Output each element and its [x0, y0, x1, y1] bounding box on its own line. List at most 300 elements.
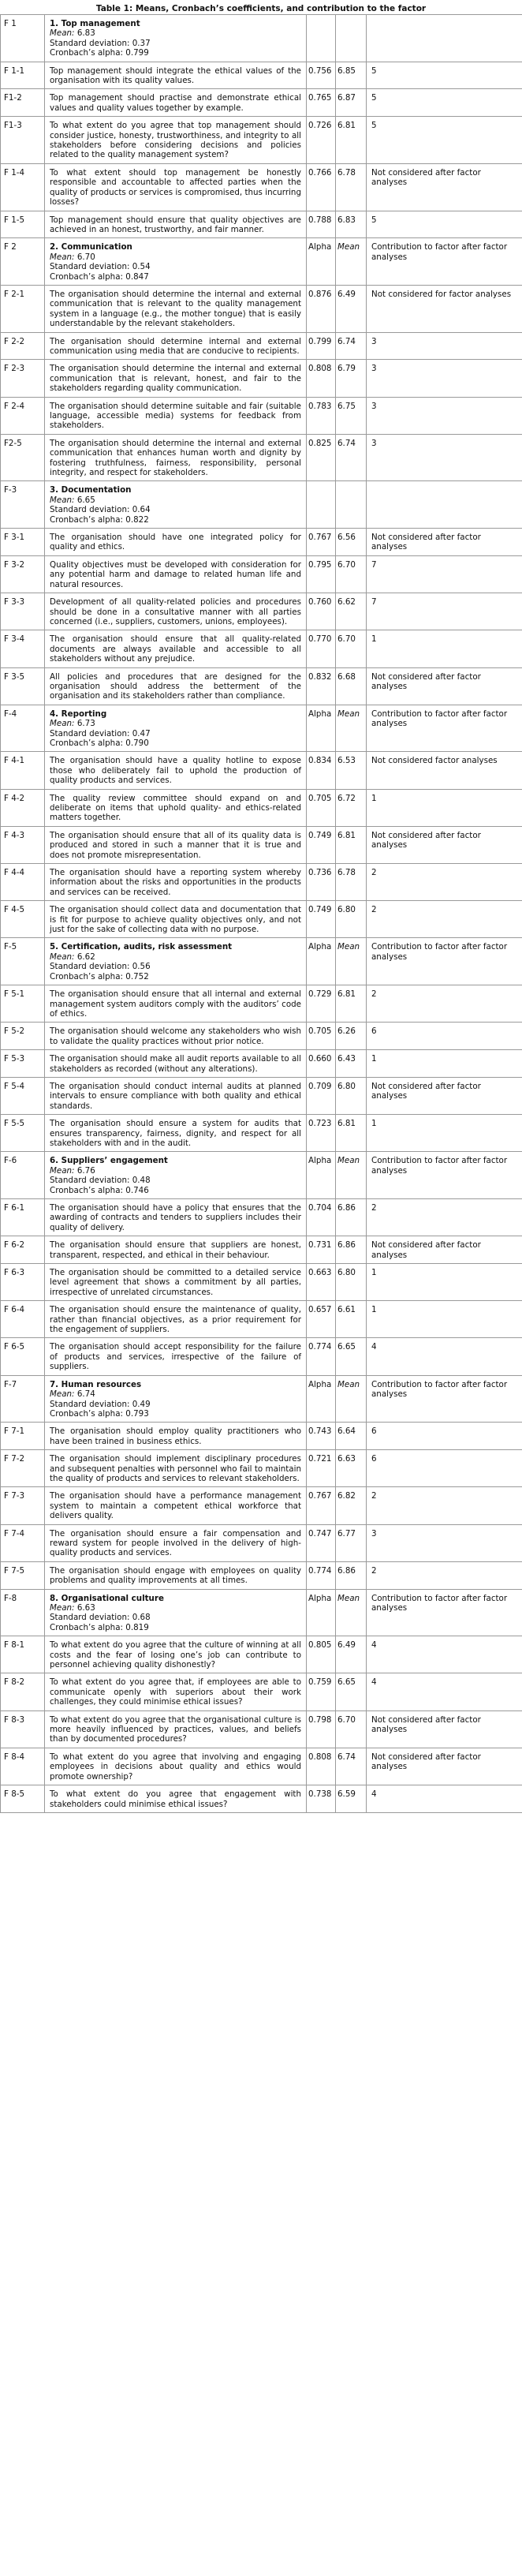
- item-alpha: 0.767: [307, 529, 336, 556]
- item-alpha: 0.774: [307, 1338, 336, 1375]
- item-code: F 6-3: [1, 1264, 45, 1301]
- table-row: [1, 1673, 522, 1710]
- item-statement: The organisation should have one integrated policy for quality and ethics.: [45, 529, 307, 556]
- item-mean: 6.59: [336, 1785, 367, 1813]
- item-alpha: 0.738: [307, 1785, 336, 1813]
- table-row: [1, 1301, 522, 1338]
- table-row: [1, 360, 522, 397]
- item-statement: The organisation should collect data and documentation that is fit for purpose to achieve quality objectives only, and not just for the sake of collecting data with no purpose.: [45, 901, 307, 938]
- contribution-column-header: Contribution to factor after factor analyses: [367, 705, 522, 752]
- table-row: [1, 1423, 522, 1450]
- table-row: [1, 1748, 522, 1785]
- item-code: F 6-5: [1, 1338, 45, 1375]
- item-code: F 5-4: [1, 1077, 45, 1114]
- section-summary: [45, 1375, 307, 1423]
- table-row: [1, 826, 522, 863]
- item-alpha: 0.783: [307, 397, 336, 434]
- mean-column-header: Mean: [336, 705, 367, 752]
- table-row: [1, 1785, 522, 1813]
- table-row: [1, 1710, 522, 1748]
- table-row: [1, 901, 522, 938]
- item-alpha: 0.876: [307, 285, 336, 332]
- alpha-column-header: Alpha: [307, 938, 336, 985]
- item-contribution: 5: [367, 62, 522, 89]
- table-row: [1, 864, 522, 901]
- item-code: F 7-2: [1, 1450, 45, 1487]
- section-title: 5. Certification, audits, risk assessment: [50, 942, 233, 952]
- section-code: F-8: [1, 1589, 45, 1636]
- item-statement: The organisation should implement disciplinary procedures and subsequent penalties with personnel who fail to maintain the quality of products and services to relevant stakeholders.: [45, 1450, 307, 1487]
- item-alpha: 0.747: [307, 1524, 336, 1561]
- table-row: [1, 1524, 522, 1561]
- table-row: [1, 397, 522, 434]
- item-mean: 6.68: [336, 667, 367, 705]
- item-statement: The organisation should determine internal and external communication using media that are conducive to recipients.: [45, 332, 307, 360]
- item-alpha: 0.704: [307, 1199, 336, 1236]
- item-statement: To what extent do you agree that, if employees are able to communicate openly with superiors about their work challenges, they could minimise ethical issues?: [45, 1673, 307, 1710]
- table-row: [1, 1636, 522, 1673]
- section-mean: 6.70: [76, 252, 95, 262]
- table-row: [1, 789, 522, 826]
- item-statement: Top management should ensure that quality objectives are achieved in an honest, trustworthy, and fair manner.: [45, 211, 307, 238]
- table-row: [1, 1338, 522, 1375]
- contribution-column-header: Contribution to factor after factor analyses: [367, 1589, 522, 1636]
- item-mean: 6.85: [336, 62, 367, 89]
- item-contribution: Not considered after factor analyses: [367, 1077, 522, 1114]
- section-mean: 6.74: [76, 1389, 95, 1400]
- item-contribution: 1: [367, 1301, 522, 1338]
- contribution-column-header: Contribution to factor after factor analyses: [367, 1375, 522, 1423]
- mean-label: Mean:: [50, 719, 75, 729]
- item-statement: The organisation should ensure the maintenance of quality, rather than financial objectives, as a prior requirement for the engagement of suppliers.: [45, 1301, 307, 1338]
- cronbach-label: Cronbach’s alpha:: [50, 1185, 123, 1195]
- section-summary: [45, 15, 307, 62]
- item-mean: 6.49: [336, 285, 367, 332]
- item-mean: 6.63: [336, 1450, 367, 1487]
- section-header-row: [1, 1375, 522, 1423]
- section-code: F-5: [1, 938, 45, 985]
- mean-label: Mean:: [50, 952, 75, 962]
- item-code: F 5-2: [1, 1023, 45, 1050]
- cronbach-label: Cronbach’s alpha:: [50, 271, 123, 282]
- table-row: [1, 667, 522, 705]
- table-row: [1, 1199, 522, 1236]
- item-contribution: 5: [367, 117, 522, 164]
- alpha-column-header: Alpha: [307, 238, 336, 286]
- item-code: F 6-2: [1, 1236, 45, 1264]
- item-statement: The organisation should engage with employees on quality problems and quality improvements at all times.: [45, 1561, 307, 1589]
- item-mean: 6.78: [336, 864, 367, 901]
- item-contribution: 5: [367, 211, 522, 238]
- item-mean: 6.86: [336, 1199, 367, 1236]
- item-code: F 2-3: [1, 360, 45, 397]
- item-code: F 2-4: [1, 397, 45, 434]
- mean-label: Mean:: [50, 252, 75, 262]
- item-mean: 6.87: [336, 89, 367, 117]
- contribution-column-header: Contribution to factor after factor analyses: [367, 938, 522, 985]
- section-code: F-4: [1, 705, 45, 752]
- section-code: F 1: [1, 15, 45, 62]
- section-mean: 6.83: [76, 28, 95, 39]
- item-mean: 6.72: [336, 789, 367, 826]
- section-cronbach-alpha: 0.746: [125, 1185, 149, 1195]
- item-contribution: Not considered after factor analyses: [367, 826, 522, 863]
- mean-column-header: Mean: [336, 1152, 367, 1199]
- item-alpha: 0.832: [307, 667, 336, 705]
- item-statement: The organisation should have a quality hotline to expose those who deliberately fail to uphold the production of quality products and services.: [45, 752, 307, 789]
- table-row: [1, 593, 522, 630]
- item-contribution: 2: [367, 1487, 522, 1524]
- item-code: F 8-2: [1, 1673, 45, 1710]
- item-alpha: 0.808: [307, 1748, 336, 1785]
- item-code: F 4-5: [1, 901, 45, 938]
- item-alpha: 0.799: [307, 332, 336, 360]
- section-cronbach-alpha: 0.793: [125, 1408, 149, 1419]
- item-contribution: Not considered after factor analyses: [367, 1748, 522, 1785]
- item-code: F 1-1: [1, 62, 45, 89]
- item-statement: The quality review committee should expand on and deliberate on items that uphold quality- and ethics-related matters together.: [45, 789, 307, 826]
- item-alpha: 0.731: [307, 1236, 336, 1264]
- item-mean: 6.83: [336, 211, 367, 238]
- table-row: [1, 1115, 522, 1152]
- item-statement: The organisation should employ quality practitioners who have been trained in business ethics.: [45, 1423, 307, 1450]
- table-row: [1, 117, 522, 164]
- table-row: [1, 752, 522, 789]
- item-code: F 4-2: [1, 789, 45, 826]
- item-contribution: 4: [367, 1673, 522, 1710]
- item-mean: 6.56: [336, 529, 367, 556]
- item-mean: 6.78: [336, 163, 367, 211]
- item-contribution: 2: [367, 985, 522, 1023]
- item-statement: Top management should integrate the ethical values of the organisation with its quality values.: [45, 62, 307, 89]
- table-row: [1, 1077, 522, 1114]
- section-summary: [45, 1152, 307, 1199]
- section-header-row: [1, 938, 522, 985]
- item-statement: Quality objectives must be developed with consideration for any potential harm and damage to related human life and natural resources.: [45, 555, 307, 593]
- table-caption: [0, 3, 522, 14]
- item-mean: 6.86: [336, 1236, 367, 1264]
- item-statement: The organisation should determine the internal and external communication that enhances human worth and dignity by fostering truthfulness, fairness, responsibility, personal integrity, and respect for stakeholders.: [45, 434, 307, 481]
- item-alpha: 0.798: [307, 1710, 336, 1748]
- item-code: F1-2: [1, 89, 45, 117]
- section-cronbach-alpha: 0.822: [125, 514, 149, 525]
- item-code: F 8-3: [1, 1710, 45, 1748]
- item-alpha: 0.663: [307, 1264, 336, 1301]
- item-contribution: Not considered after factor analyses: [367, 529, 522, 556]
- item-mean: 6.82: [336, 1487, 367, 1524]
- item-contribution: 2: [367, 864, 522, 901]
- item-contribution: 1: [367, 789, 522, 826]
- section-summary: [45, 938, 307, 985]
- item-statement: To what extent should top management be honestly responsible and accountable to affected parties when the quality of products or services is compromised, thus incurring losses?: [45, 163, 307, 211]
- item-contribution: 5: [367, 89, 522, 117]
- item-alpha: 0.756: [307, 62, 336, 89]
- table-row: [1, 555, 522, 593]
- cronbach-label: Cronbach’s alpha:: [50, 1408, 123, 1419]
- item-contribution: 1: [367, 1115, 522, 1152]
- item-contribution: 1: [367, 1050, 522, 1078]
- section-title: 2. Communication: [50, 242, 132, 252]
- item-alpha: 0.726: [307, 117, 336, 164]
- contribution-column-header: Contribution to factor after factor analyses: [367, 238, 522, 286]
- item-alpha: 0.808: [307, 360, 336, 397]
- mean-column-header: Mean: [336, 938, 367, 985]
- item-alpha: 0.749: [307, 826, 336, 863]
- cronbach-label: Cronbach’s alpha:: [50, 738, 123, 748]
- item-contribution: Not considered after factor analyses: [367, 163, 522, 211]
- item-statement: The organisation should have a performance management system to maintain a competent ethical workforce that delivers quality.: [45, 1487, 307, 1524]
- table-row: [1, 1487, 522, 1524]
- sd-label: Standard deviation:: [50, 1399, 130, 1409]
- section-header-row: [1, 1589, 522, 1636]
- table-row: [1, 1050, 522, 1078]
- item-contribution: 2: [367, 1199, 522, 1236]
- section-sd: 0.54: [132, 262, 151, 272]
- item-code: F 1-4: [1, 163, 45, 211]
- item-statement: The organisation should make all audit reports available to all stakeholders as recorded (without any alterations).: [45, 1050, 307, 1078]
- section-mean: 6.65: [76, 495, 95, 505]
- section-sd: 0.68: [132, 1613, 151, 1623]
- item-contribution: Not considered factor analyses: [367, 752, 522, 789]
- item-contribution: 4: [367, 1636, 522, 1673]
- table-row: [1, 163, 522, 211]
- item-code: F 4-3: [1, 826, 45, 863]
- item-code: F2-5: [1, 434, 45, 481]
- item-contribution: 2: [367, 901, 522, 938]
- item-statement: The organisation should ensure a system for audits that ensures transparency, fairness, dignity, and respect for all stakeholders with and in the audit.: [45, 1115, 307, 1152]
- item-mean: 6.61: [336, 1301, 367, 1338]
- item-statement: The organisation should ensure that suppliers are honest, transparent, respected, and ethical in their behaviour.: [45, 1236, 307, 1264]
- item-alpha: 0.770: [307, 630, 336, 667]
- item-code: F 5-1: [1, 985, 45, 1023]
- item-contribution: 6: [367, 1023, 522, 1050]
- item-code: F 2-2: [1, 332, 45, 360]
- section-title: 8. Organisational culture: [50, 1593, 164, 1603]
- item-statement: To what extent do you agree that top management should consider justice, honesty, trustworthiness, and integrity to all stakeholders before considering decisions and policies related to the quality management system?: [45, 117, 307, 164]
- mean-column-header-empty: [336, 15, 367, 62]
- item-code: F 1-5: [1, 211, 45, 238]
- item-alpha: 0.705: [307, 1023, 336, 1050]
- item-alpha: 0.705: [307, 789, 336, 826]
- item-contribution: Not considered after factor analyses: [367, 1236, 522, 1264]
- item-alpha: 0.774: [307, 1561, 336, 1589]
- alpha-column-header: Alpha: [307, 1589, 336, 1636]
- item-code: F 4-4: [1, 864, 45, 901]
- item-alpha: 0.825: [307, 434, 336, 481]
- sd-label: Standard deviation:: [50, 728, 130, 738]
- section-sd: 0.64: [132, 505, 151, 515]
- alpha-column-header: Alpha: [307, 1375, 336, 1423]
- alpha-column-header-empty: [307, 15, 336, 62]
- item-mean: 6.86: [336, 1561, 367, 1589]
- mean-column-header-empty: [336, 481, 367, 529]
- section-mean: 6.63: [76, 1603, 95, 1613]
- item-alpha: 0.760: [307, 593, 336, 630]
- sd-label: Standard deviation:: [50, 962, 130, 972]
- item-code: F 5-5: [1, 1115, 45, 1152]
- mean-column-header: Mean: [336, 1589, 367, 1636]
- item-alpha: 0.736: [307, 864, 336, 901]
- item-code: F 5-3: [1, 1050, 45, 1078]
- item-statement: The organisation should determine the internal and external communication that is relevant, honest, and fair to the stakeholders regarding quality communication.: [45, 360, 307, 397]
- item-statement: The organisation should ensure that all internal and external management system auditors comply with the auditors’ code of ethics.: [45, 985, 307, 1023]
- mean-column-header: Mean: [336, 1375, 367, 1423]
- item-contribution: 3: [367, 434, 522, 481]
- section-cronbach-alpha: 0.819: [125, 1622, 149, 1632]
- item-statement: The organisation should ensure that all quality-related documents are always available and accessible to all stakeholders without any prejudice.: [45, 630, 307, 667]
- section-sd: 0.48: [132, 1176, 151, 1186]
- item-statement: The organisation should have a policy that ensures that the awarding of contracts and tenders to suppliers includes their quality of delivery.: [45, 1199, 307, 1236]
- means-table: [0, 14, 522, 1813]
- item-statement: To what extent do you agree that the organisational culture is more heavily influenced by practices, values, and beliefs than by documented procedures?: [45, 1710, 307, 1748]
- section-code: F-3: [1, 481, 45, 529]
- item-mean: 6.74: [336, 434, 367, 481]
- section-cronbach-alpha: 0.799: [125, 48, 149, 58]
- section-title: 6. Suppliers’ engagement: [50, 1156, 168, 1166]
- section-sd: 0.37: [132, 38, 151, 48]
- sd-label: Standard deviation:: [50, 38, 130, 48]
- item-statement: All policies and procedures that are designed for the organisation should address the betterment of the organisation and its stakeholders rather than compliance.: [45, 667, 307, 705]
- section-cronbach-alpha: 0.752: [125, 971, 149, 981]
- item-alpha: 0.660: [307, 1050, 336, 1078]
- item-mean: 6.70: [336, 630, 367, 667]
- item-alpha: 0.709: [307, 1077, 336, 1114]
- item-code: F 7-5: [1, 1561, 45, 1589]
- item-contribution: 3: [367, 332, 522, 360]
- cronbach-label: Cronbach’s alpha:: [50, 971, 123, 981]
- section-header-row: [1, 1152, 522, 1199]
- section-summary: [45, 1589, 307, 1636]
- sd-label: Standard deviation:: [50, 1176, 130, 1186]
- item-statement: The organisation should ensure a fair compensation and reward system for people involved in the delivery of high-quality products and services.: [45, 1524, 307, 1561]
- table-body: [1, 15, 522, 1813]
- table-row: [1, 1561, 522, 1589]
- item-contribution: 1: [367, 1264, 522, 1301]
- item-contribution: 3: [367, 360, 522, 397]
- item-mean: 6.80: [336, 901, 367, 938]
- table-row: [1, 285, 522, 332]
- item-mean: 6.26: [336, 1023, 367, 1050]
- mean-label: Mean:: [50, 1603, 75, 1613]
- item-statement: The organisation should welcome any stakeholders who wish to validate the quality practices without prior notice.: [45, 1023, 307, 1050]
- item-mean: 6.43: [336, 1050, 367, 1078]
- item-mean: 6.74: [336, 332, 367, 360]
- section-title: 7. Human resources: [50, 1379, 142, 1389]
- item-contribution: 2: [367, 1561, 522, 1589]
- item-alpha: 0.729: [307, 985, 336, 1023]
- sd-label: Standard deviation:: [50, 505, 130, 515]
- table-row: [1, 1236, 522, 1264]
- item-contribution: 1: [367, 630, 522, 667]
- caption-text: Means, Cronbach’s coefficients, and contribution to the factor: [135, 4, 427, 13]
- section-title: 1. Top management: [50, 19, 140, 28]
- table-row: [1, 211, 522, 238]
- sd-label: Standard deviation:: [50, 262, 130, 272]
- item-statement: Top management should practise and demonstrate ethical values and quality values together by example.: [45, 89, 307, 117]
- mean-label: Mean:: [50, 495, 75, 505]
- item-statement: The organisation should conduct internal audits at planned intervals to ensure compliance with both quality and ethical standards.: [45, 1077, 307, 1114]
- table-row: [1, 1450, 522, 1487]
- section-header-row: [1, 705, 522, 752]
- table-row: [1, 434, 522, 481]
- cronbach-label: Cronbach’s alpha:: [50, 1622, 123, 1632]
- item-alpha: 0.759: [307, 1673, 336, 1710]
- item-code: F 3-3: [1, 593, 45, 630]
- item-mean: 6.64: [336, 1423, 367, 1450]
- cronbach-label: Cronbach’s alpha:: [50, 514, 123, 525]
- mean-label: Mean:: [50, 28, 75, 39]
- table-row: [1, 529, 522, 556]
- item-statement: The organisation should be committed to a detailed service level agreement that shows a commitment by all parties, irrespective of unrelated circumstances.: [45, 1264, 307, 1301]
- item-statement: The organisation should determine the internal and external communication that is relevant to the quality management system in a language (e.g., the mother tongue) that is easily understandable by the relevant stakeholders.: [45, 285, 307, 332]
- item-alpha: 0.795: [307, 555, 336, 593]
- item-code: F 6-4: [1, 1301, 45, 1338]
- item-alpha: 0.834: [307, 752, 336, 789]
- item-alpha: 0.743: [307, 1423, 336, 1450]
- item-alpha: 0.765: [307, 89, 336, 117]
- item-code: F 2-1: [1, 285, 45, 332]
- section-summary: [45, 238, 307, 286]
- item-code: F 3-4: [1, 630, 45, 667]
- item-alpha: 0.767: [307, 1487, 336, 1524]
- section-sd: 0.56: [132, 962, 151, 972]
- section-cronbach-alpha: 0.847: [125, 271, 149, 282]
- item-mean: 6.65: [336, 1338, 367, 1375]
- contribution-column-header-empty: [367, 481, 522, 529]
- section-header-row: [1, 238, 522, 286]
- item-code: F 7-1: [1, 1423, 45, 1450]
- item-contribution: 3: [367, 1524, 522, 1561]
- item-mean: 6.49: [336, 1636, 367, 1673]
- item-mean: 6.80: [336, 1264, 367, 1301]
- section-code: F-7: [1, 1375, 45, 1423]
- item-mean: 6.81: [336, 826, 367, 863]
- item-code: F 8-4: [1, 1748, 45, 1785]
- section-mean: 6.76: [76, 1165, 95, 1176]
- section-mean: 6.62: [76, 952, 95, 962]
- mean-label: Mean:: [50, 1165, 75, 1176]
- table-row: [1, 630, 522, 667]
- item-mean: 6.81: [336, 117, 367, 164]
- section-code: F-6: [1, 1152, 45, 1199]
- item-contribution: 7: [367, 593, 522, 630]
- item-contribution: 6: [367, 1423, 522, 1450]
- item-code: F 7-3: [1, 1487, 45, 1524]
- mean-label: Mean:: [50, 1389, 75, 1400]
- item-contribution: 4: [367, 1785, 522, 1813]
- item-statement: Development of all quality-related policies and procedures should be done in a consultative manner with all parties concerned (i.e., suppliers, customers, unions, employees).: [45, 593, 307, 630]
- table-row: [1, 332, 522, 360]
- section-code: F 2: [1, 238, 45, 286]
- item-mean: 6.75: [336, 397, 367, 434]
- item-statement: To what extent do you agree that involving and engaging employees in decisions about quality and ethics would promote ownership?: [45, 1748, 307, 1785]
- section-header-row: [1, 481, 522, 529]
- item-statement: The organisation should accept responsibility for the failure of products and services, irrespective of the failure of suppliers.: [45, 1338, 307, 1375]
- item-code: F1-3: [1, 117, 45, 164]
- table-row: [1, 62, 522, 89]
- item-contribution: 4: [367, 1338, 522, 1375]
- item-alpha: 0.749: [307, 901, 336, 938]
- item-mean: 6.70: [336, 555, 367, 593]
- item-contribution: 7: [367, 555, 522, 593]
- item-statement: To what extent do you agree that the culture of winning at all costs and the fear of losing one’s job can contribute to personnel achieving quality dishonestly?: [45, 1636, 307, 1673]
- alpha-column-header: Alpha: [307, 1152, 336, 1199]
- section-mean: 6.73: [76, 719, 95, 729]
- item-mean: 6.80: [336, 1077, 367, 1114]
- item-alpha: 0.723: [307, 1115, 336, 1152]
- item-statement: The organisation should have a reporting system whereby information about the risks and opportunities in the products and services can be received.: [45, 864, 307, 901]
- table-row: [1, 985, 522, 1023]
